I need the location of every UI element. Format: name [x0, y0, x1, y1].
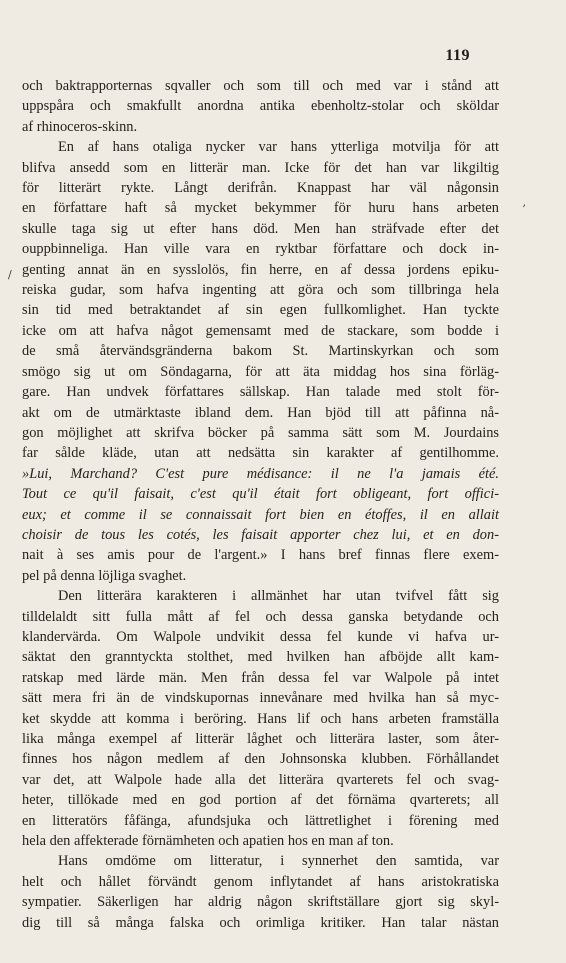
text-line: Tout ce qu'il faisait, c'est qu'il était fort obligeant, fort offici- — [22, 486, 499, 503]
text-line: ouppbinneliga. Han ville vara en ryktbar författare och dock in- — [22, 241, 499, 258]
text-line: ket skydde att komma i beröring. Hans lif och hans arbeten framställa — [22, 710, 499, 727]
text-line: lika många exempel af litterär låghet och litterära laster, som åter- — [22, 731, 499, 747]
text-line: En af hans otaliga nycker var hans ytterliga motvilja för att — [58, 139, 499, 156]
text-line: skulle taga sig ut efter hans död. Men han sträfvade efter det — [22, 220, 499, 237]
text-line: ratskap med lärde män. Men från dessa fel var Walpole på intet — [22, 669, 499, 686]
text-line: Den litterära karakteren i allmänhet har utan tvifvel fått sig — [58, 588, 499, 605]
text-line: helt och hållet förvändt genom inflytandet af hans aristokratiska — [22, 873, 499, 890]
text-line: smögo sig ut om Söndagarna, för att äta middag hos sina förläg- — [22, 363, 499, 380]
text-line: akt om de utmärktaste ibland dem. Han bjöd till att påfinna nå- — [22, 404, 499, 421]
text-line: genting annat än en sysslolös, fin herre, en af dessa jordens epiku- — [22, 261, 499, 278]
text-line: nait à ses amis pour de l'argent.» I hans bref finnas flere exem- — [22, 547, 499, 564]
text-line: klandervärda. Om Walpole undvikit dessa fel kunde vi hafva ur- — [22, 628, 499, 645]
text-line: finnes hos någon medlem af den Johnsonska klubben. Förhållandet — [22, 751, 499, 768]
text-line: sympatier. Säkerligen har aldrig någon skriftställare gjort sig skyl- — [22, 894, 499, 911]
page-number: 119 — [445, 47, 470, 64]
text-line: choisir de tous les cotés, les faisait apporter chez lui, et en don- — [22, 526, 499, 543]
text-line: uppspåra och smakfullt anordna antika ebenholtz-stolar och sköldar — [22, 98, 499, 115]
text-line: för litterärt rykte. Långt derifrån. Knappast har väl någonsin — [22, 180, 499, 197]
text-line: sin tid med betraktandet af sin egen fullkomlighet. Han tyckte — [22, 302, 499, 319]
text-line: tilldelaldt sitt fulla mått af fel och dessa ganska betydande och — [22, 608, 499, 625]
text-line: far sålde kläde, utan att nedsätta sin karakter af gentilhomme. — [22, 445, 499, 462]
text-line: reiska gudar, som hafva ingenting att göra och som tillbringa hela — [22, 282, 499, 299]
text-line: af rhinoceros-skinn. — [22, 118, 138, 135]
text-line: och baktrapporternas sqvaller och som till och med var i stånd att — [22, 78, 499, 94]
text-line: pel på denna löjliga svaghet. — [22, 567, 187, 584]
margin-mark-right: , — [522, 196, 526, 209]
text-line: heter, tillökade med en god portion af det förnäma qvarterets; all — [22, 792, 499, 809]
text-line: de små återvändsgränderna bakom St. Martinskyrkan och som — [22, 343, 499, 360]
text-line: en litteratörs fåfänga, afundsjuka och lättretlighet i förening med — [22, 812, 499, 829]
text-line: blifva ansedd som en litterär man. Icke för det han var likgiltig — [22, 159, 499, 176]
text-line: gare. Han undvek författares sällskap. Han talade med stolt för- — [22, 384, 499, 401]
text-line: eux; et comme il se connaissait fort bien en étoffes, il en allait — [22, 506, 499, 523]
text-line: var det, att Walpole hade alla det litterära qvarterets fel och svag- — [22, 771, 499, 788]
text-line: hela den affekterade förnämheten och apatien hos en man af ton. — [22, 833, 394, 850]
text-line: säktat den granntyckta stolthet, med hvilken han afböjde allt kam- — [22, 649, 499, 666]
text-line: gon möjlighet att skrifva böcker på samma sätt som M. Jourdains — [22, 424, 499, 441]
text-line: Hans omdöme om litteratur, i synnerhet den samtida, var — [58, 853, 499, 870]
text-line: icke om att hafva något gemensamt med de stackare, som bodde i — [22, 322, 499, 339]
body-text — [22, 76, 499, 933]
margin-mark-left: / — [8, 268, 12, 281]
text-line: en författare haft så mycket bekymmer för huru hans arbeten — [22, 200, 499, 217]
text-line: sätt mera fri än de vindskupornas innevånare med hvilka han så myc- — [22, 690, 499, 707]
text-line: »Lui, Marchand? C'est pure médisance: il ne l'a jamais été. — [22, 465, 499, 482]
text-line: dig till så många falska och orimliga kritiker. Han talar nästan — [22, 914, 499, 931]
